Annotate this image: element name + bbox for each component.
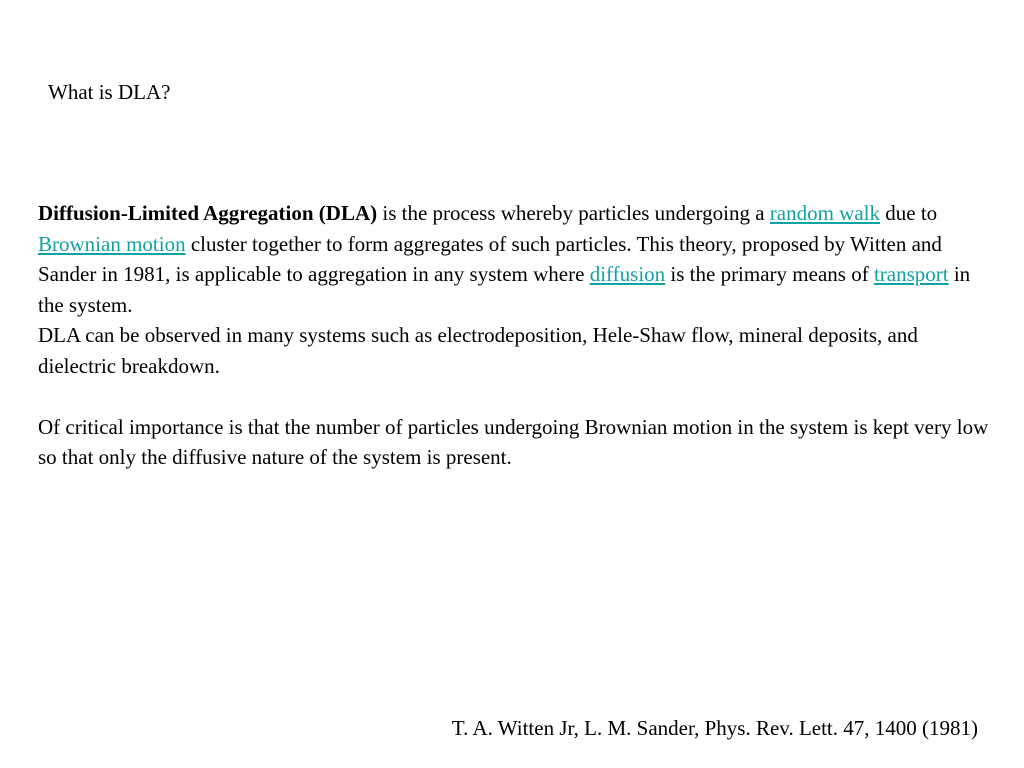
dla-term: Diffusion-Limited Aggregation (DLA) [38, 201, 378, 225]
definition-text-3: cluster together to form aggregates of such particles. This theory, proposed by Witten and Sander in 1981, is applicable to aggregation in any system where [38, 231, 942, 286]
definition-text-2: due to [880, 201, 938, 225]
paragraph-spacer [38, 381, 998, 412]
citation: T. A. Witten Jr, L. M. Sander, Phys. Rev. Lett. 47, 1400 (1981) [451, 716, 978, 740]
definition-text-4: is the primary means of [665, 262, 874, 286]
definition-text-1: is the process whereby particles undergoing a [377, 201, 770, 225]
definition-paragraph [38, 198, 998, 320]
transport-link[interactable]: transport [873, 262, 949, 286]
importance-paragraph: Of critical importance is that the number of particles undergoing Brownian motion in the system is kept very low so that only the diffusive nature of the system is present. [38, 414, 989, 469]
slide-body [38, 198, 998, 473]
examples-paragraph: DLA can be observed in many systems such as electrodeposition, Hele-Shaw flow, mineral deposits, and dielectric breakdown. [38, 323, 918, 378]
brownian-motion-link[interactable]: Brownian motion [38, 231, 186, 256]
diffusion-link[interactable]: diffusion [589, 262, 666, 286]
slide-title: What is DLA? [48, 80, 171, 104]
random-walk-link[interactable]: random walk [769, 201, 881, 225]
definition-text-5: in the system. [38, 262, 971, 317]
